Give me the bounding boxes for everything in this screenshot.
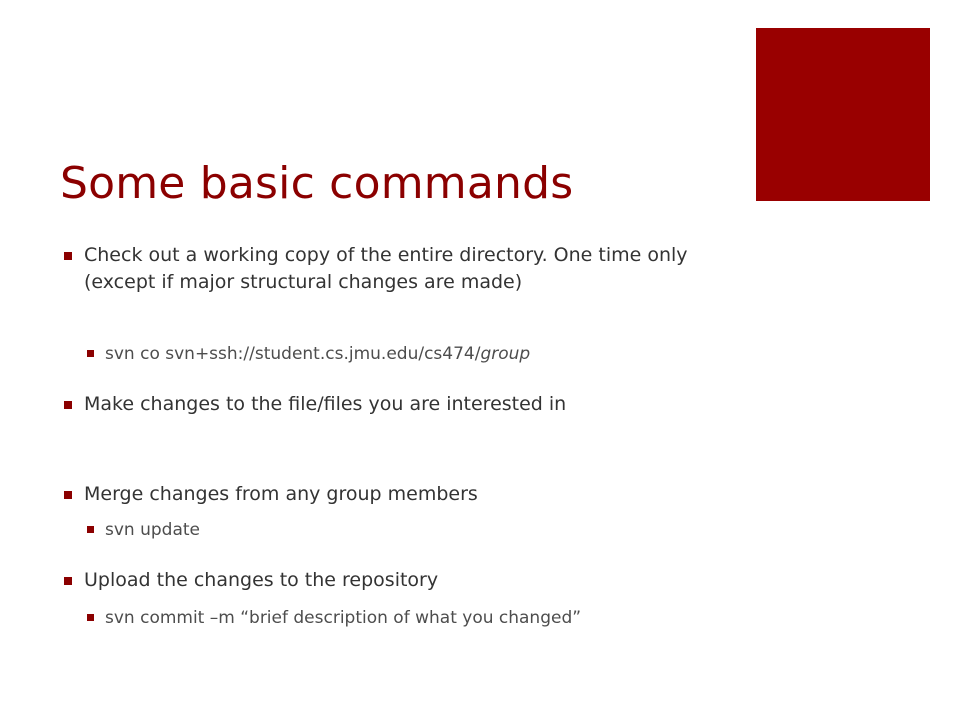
- square-bullet-icon: [64, 577, 72, 585]
- bullet-make-changes: [64, 391, 724, 418]
- square-bullet-icon: [64, 252, 72, 260]
- bullet-text: Merge changes from any group members: [84, 483, 478, 505]
- square-bullet-icon: [64, 401, 72, 409]
- sub-bullet-checkout-command: [87, 341, 647, 367]
- square-bullet-icon: [87, 614, 94, 621]
- sub-bullet-text: svn update: [105, 520, 200, 540]
- command-placeholder: group: [480, 344, 531, 364]
- sub-bullet-text: svn commit –m “brief description of what you changed”: [105, 608, 582, 628]
- sub-bullet-text: [105, 341, 647, 367]
- bullet-text: Make changes to the file/files you are interested in: [84, 393, 567, 415]
- command-text: svn co svn+ssh://student.cs.jmu.edu/cs474/: [105, 344, 481, 364]
- square-bullet-icon: [87, 526, 94, 533]
- bullet-text: Check out a working copy of the entire directory. One time only (except if major structural changes are made): [84, 244, 688, 293]
- sub-bullet-merge-command: [87, 517, 647, 543]
- bullet-text: Upload the changes to the repository: [84, 569, 439, 591]
- bullet-upload: [64, 567, 724, 594]
- accent-block: [756, 28, 930, 201]
- bullet-checkout: [64, 242, 724, 296]
- square-bullet-icon: [87, 350, 94, 357]
- square-bullet-icon: [64, 491, 72, 499]
- slide-title: Some basic commands: [60, 158, 574, 209]
- sub-bullet-upload-command: [87, 605, 647, 631]
- bullet-merge: [64, 481, 724, 508]
